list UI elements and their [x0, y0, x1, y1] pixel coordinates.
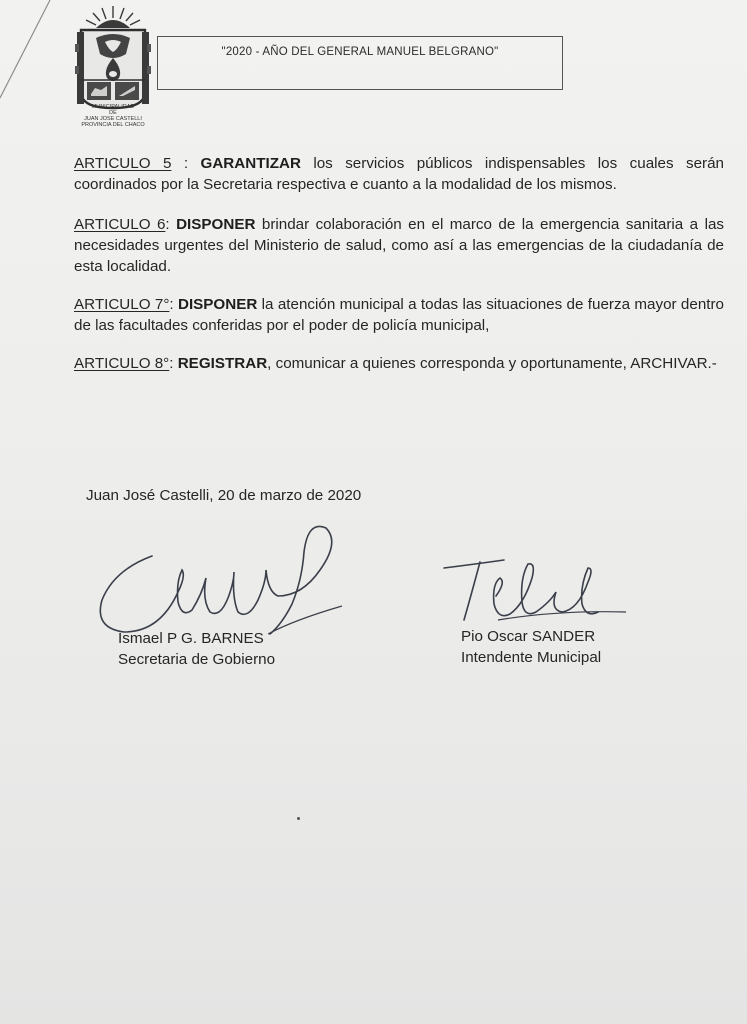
date-line: Juan José Castelli, 20 de marzo de 2020: [86, 487, 362, 504]
article-separator: :: [169, 355, 178, 372]
article-reference: ARTICULO 6: [74, 216, 166, 233]
article-separator: :: [165, 216, 177, 233]
article-6: [74, 214, 724, 277]
article-verb: DISPONER: [177, 296, 258, 313]
article-8: [74, 353, 724, 374]
signatory-role: Intendente Municipal: [461, 649, 602, 666]
article-text: brindar colaboración en el marco de la emergencia sanitaria a las necesidades urgentes del Ministerio de salud, como así a las emergencias de la ciudadanía de esta localidad.: [74, 216, 724, 275]
article-reference: ARTICULO 5: [74, 155, 172, 172]
article-separator: :: [171, 155, 201, 172]
signatory-role: Secretaria de Gobierno: [118, 651, 276, 668]
crest-caption-line: MUNICIPALIDAD: [91, 104, 135, 110]
article-reference: ARTICULO 8°: [74, 355, 170, 372]
article-verb: REGISTRAR: [177, 355, 268, 372]
crest-caption-line: DE: [109, 110, 117, 116]
crest-caption-line: JUAN JOSE CASTELLI: [84, 116, 142, 122]
article-7: [74, 294, 724, 336]
crest-caption: [72, 104, 154, 128]
article-text: , comunicar a quienes corresponda y oportunamente, ARCHIVAR.-: [267, 355, 717, 372]
page-fold-line: [0, 0, 60, 110]
article-verb: GARANTIZAR: [200, 155, 301, 172]
motto-text: "2020 - AÑO DEL GENERAL MANUEL BELGRANO": [221, 46, 499, 58]
signature-left: [94, 520, 344, 640]
article-verb: DISPONER: [176, 216, 256, 233]
ink-speck: [297, 817, 300, 820]
motto-box: [157, 36, 563, 90]
article-5: [74, 153, 724, 195]
signatory-name: Ismael P G. BARNES: [118, 630, 264, 647]
article-text: los servicios públicos indispensables los cuales serán coordinados por la Secretaria respectiva e cuanto a la modalidad de los mismos.: [74, 155, 724, 193]
signatory-name: Pio Oscar SANDER: [461, 628, 596, 645]
article-reference: ARTICULO 7°: [74, 296, 170, 313]
article-separator: :: [169, 296, 178, 313]
article-text: la atención municipal a todas las situaciones de fuerza mayor dentro de las facultades conferidas por el poder de policía municipal,: [74, 296, 724, 334]
signature-right: [438, 538, 628, 630]
signatory-right: [461, 626, 601, 668]
crest-caption-line: PROVINCIA DEL CHACO: [81, 122, 145, 128]
signatory-left: [118, 628, 275, 670]
